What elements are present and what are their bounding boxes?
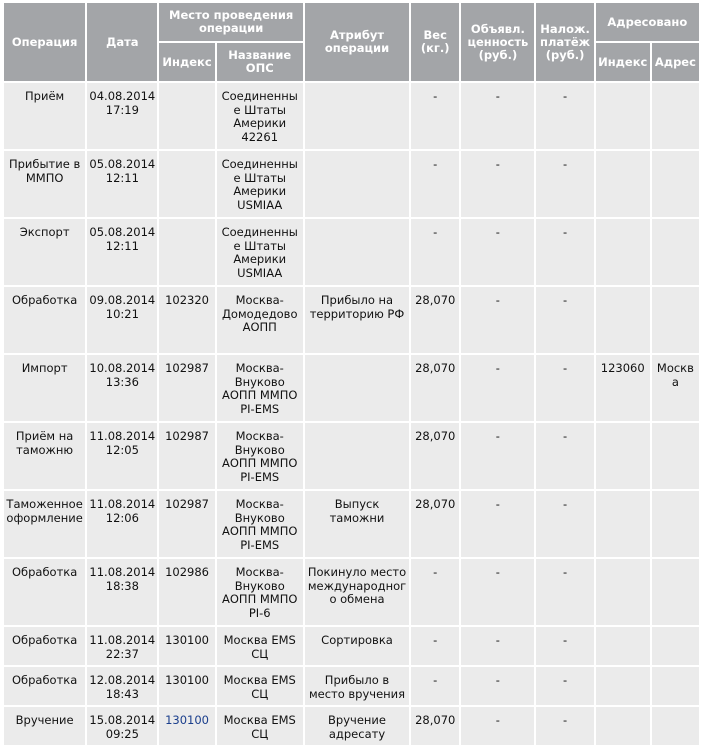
cell-operation: Приём на таможню (4, 423, 85, 489)
cell-date: 11.08.2014 12:06 (87, 491, 157, 557)
cell-cod: - (536, 423, 593, 489)
table-row (4, 667, 699, 705)
cell-operation: Импорт (4, 355, 85, 421)
cell-cod: - (536, 83, 593, 149)
cell-date: 12.08.2014 18:43 (87, 667, 157, 705)
cell-attribute (305, 423, 409, 489)
cell-index (159, 219, 214, 285)
cell-index-link[interactable] (159, 707, 214, 745)
cell-index: 130100 (159, 667, 214, 705)
table-row (4, 151, 699, 217)
header-cod: Налож. платёж (руб.) (536, 3, 593, 81)
cell-weight: 28,070 (411, 707, 459, 745)
cell-ops-name: Москва EMS СЦ (217, 707, 303, 745)
cell-weight: 28,070 (411, 287, 459, 353)
cell-operation: Обработка (4, 627, 85, 665)
cell-addr-index (596, 219, 650, 285)
header-operation: Операция (4, 3, 85, 81)
cell-cod: - (536, 491, 593, 557)
cell-declared-value: - (461, 491, 534, 557)
cell-weight: 28,070 (411, 355, 459, 421)
cell-operation: Экспорт (4, 219, 85, 285)
cell-addr-address (652, 287, 699, 353)
cell-index: 102987 (159, 423, 214, 489)
cell-date: 05.08.2014 12:11 (87, 219, 157, 285)
cell-declared-value: - (461, 151, 534, 217)
cell-weight: - (411, 151, 459, 217)
cell-declared-value: - (461, 287, 534, 353)
cell-ops-name: Москва-Внуково АОПП ММПО PI-6 (217, 559, 303, 625)
cell-index: 102320 (159, 287, 214, 353)
cell-ops-name: Соединенные Штаты Америки 42261 (217, 83, 303, 149)
cell-index (159, 83, 214, 149)
cell-weight: 28,070 (411, 423, 459, 489)
cell-ops-name: Соединенные Штаты Америки USMIAA (217, 219, 303, 285)
cell-declared-value: - (461, 355, 534, 421)
cell-ops-name: Москва EMS СЦ (217, 627, 303, 665)
tracking-table (2, 1, 701, 747)
cell-operation: Прибытие в ММПО (4, 151, 85, 217)
cell-addr-address (652, 219, 699, 285)
cell-cod: - (536, 151, 593, 217)
cell-addr-index (596, 423, 650, 489)
cell-attribute (305, 151, 409, 217)
cell-attribute (305, 355, 409, 421)
cell-declared-value: - (461, 559, 534, 625)
cell-addr-index (596, 83, 650, 149)
table-row (4, 219, 699, 285)
cell-attribute (305, 219, 409, 285)
cell-declared-value: - (461, 423, 534, 489)
cell-attribute: Прибыло в место вручения (305, 667, 409, 705)
header-place: Место проведения операции (159, 3, 302, 41)
cell-attribute: Выпуск таможни (305, 491, 409, 557)
cell-operation: Обработка (4, 667, 85, 705)
cell-addr-index (596, 287, 650, 353)
cell-ops-name: Москва-Внуково АОПП ММПО PI-EMS (217, 355, 303, 421)
cell-date: 09.08.2014 10:21 (87, 287, 157, 353)
cell-weight: - (411, 667, 459, 705)
header-weight: Вес (кг.) (411, 3, 459, 81)
cell-index (159, 151, 214, 217)
cell-date: 11.08.2014 12:05 (87, 423, 157, 489)
table-row (4, 287, 699, 353)
cell-attribute: Вручение адресату (305, 707, 409, 745)
cell-attribute (305, 83, 409, 149)
cell-index: 102987 (159, 355, 214, 421)
cell-addr-address (652, 151, 699, 217)
header-index: Индекс (159, 43, 214, 81)
cell-cod: - (536, 219, 593, 285)
cell-addr-index (596, 491, 650, 557)
header-date: Дата (87, 3, 157, 81)
post-office-index-link[interactable]: 130100 (165, 713, 209, 727)
cell-cod: - (536, 559, 593, 625)
cell-attribute: Покинуло место международного обмена (305, 559, 409, 625)
header-addr-index: Индекс (596, 43, 650, 81)
cell-cod: - (536, 355, 593, 421)
cell-index: 130100 (159, 627, 214, 665)
cell-ops-name: Москва EMS СЦ (217, 667, 303, 705)
cell-cod: - (536, 707, 593, 745)
cell-index: 102986 (159, 559, 214, 625)
table-row (4, 559, 699, 625)
table-row (4, 491, 699, 557)
cell-weight: - (411, 219, 459, 285)
cell-cod: - (536, 667, 593, 705)
cell-cod: - (536, 287, 593, 353)
cell-date: 04.08.2014 17:19 (87, 83, 157, 149)
cell-addr-index: 123060 (596, 355, 650, 421)
cell-addr-index (596, 151, 650, 217)
cell-operation: Вручение (4, 707, 85, 745)
header-attribute: Атрибут операции (305, 3, 409, 81)
cell-weight: 28,070 (411, 491, 459, 557)
table-row (4, 423, 699, 489)
cell-addr-address (652, 627, 699, 665)
cell-addr-address (652, 83, 699, 149)
table-row (4, 355, 699, 421)
cell-date: 11.08.2014 18:38 (87, 559, 157, 625)
table-row (4, 83, 699, 149)
cell-date: 05.08.2014 12:11 (87, 151, 157, 217)
table-row (4, 707, 699, 745)
cell-addr-index (596, 707, 650, 745)
cell-weight: - (411, 627, 459, 665)
cell-weight: - (411, 83, 459, 149)
cell-ops-name: Москва-Внуково АОПП ММПО PI-EMS (217, 423, 303, 489)
cell-attribute: Прибыло на территорию РФ (305, 287, 409, 353)
cell-declared-value: - (461, 83, 534, 149)
cell-date: 11.08.2014 22:37 (87, 627, 157, 665)
cell-operation: Обработка (4, 559, 85, 625)
cell-addr-address (652, 667, 699, 705)
cell-addr-address (652, 423, 699, 489)
cell-attribute: Сортировка (305, 627, 409, 665)
cell-declared-value: - (461, 627, 534, 665)
cell-operation: Обработка (4, 287, 85, 353)
header-ops-name: Название ОПС (217, 43, 303, 81)
cell-addr-index (596, 627, 650, 665)
cell-ops-name: Москва-Домодедово АОПП (217, 287, 303, 353)
cell-addr-address: Москва (652, 355, 699, 421)
header-declared-value: Объявл. ценность (руб.) (461, 3, 534, 81)
cell-addr-address (652, 707, 699, 745)
cell-ops-name: Москва-Внуково АОПП ММПО PI-EMS (217, 491, 303, 557)
cell-addr-index (596, 559, 650, 625)
cell-addr-address (652, 491, 699, 557)
cell-declared-value: - (461, 707, 534, 745)
cell-date: 10.08.2014 13:36 (87, 355, 157, 421)
cell-cod: - (536, 627, 593, 665)
header-addressed: Адресовано (596, 3, 699, 41)
cell-declared-value: - (461, 219, 534, 285)
header-addr-address: Адрес (652, 43, 699, 81)
cell-operation: Таможенное оформление (4, 491, 85, 557)
cell-addr-address (652, 559, 699, 625)
cell-ops-name: Соединенные Штаты Америки USMIAA (217, 151, 303, 217)
cell-declared-value: - (461, 667, 534, 705)
cell-index: 102987 (159, 491, 214, 557)
cell-addr-index (596, 667, 650, 705)
cell-date: 15.08.2014 09:25 (87, 707, 157, 745)
cell-operation: Приём (4, 83, 85, 149)
table-row (4, 627, 699, 665)
cell-weight: - (411, 559, 459, 625)
